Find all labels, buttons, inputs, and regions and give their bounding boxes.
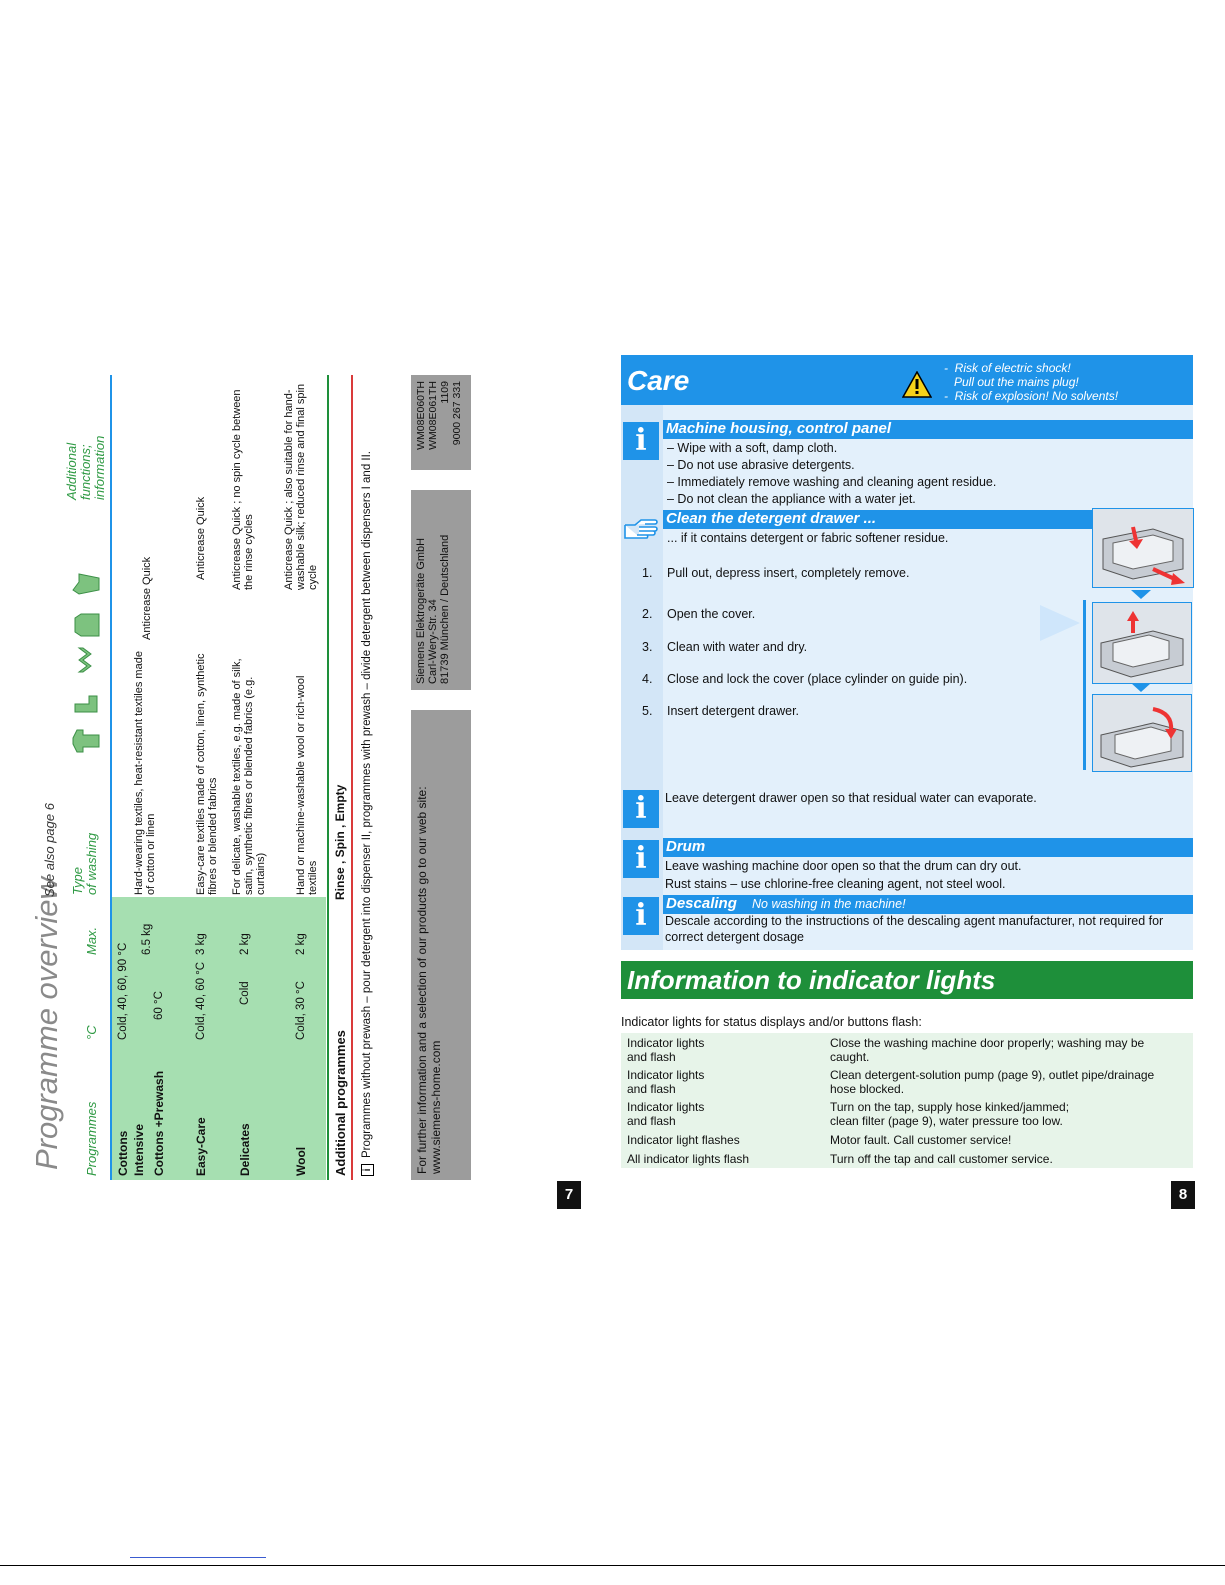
indicator-action-line2: clean filter (page 9), water pressure too low. — [830, 1114, 1063, 1128]
page-number-7: 7 — [557, 1181, 581, 1209]
model-line3: 1109 — [439, 381, 451, 404]
programme-temp: 60 °C — [153, 991, 165, 1020]
indicator-condition — [627, 1068, 704, 1096]
drum-line2: Rust stains – use chlorine-free cleaning agent, not steel wool. — [665, 877, 1006, 891]
programme-max: 2 kg — [239, 933, 251, 955]
drum-section-bar — [663, 838, 1193, 857]
see-also-note: See also page 6 — [42, 803, 57, 897]
indicator-condition-line1: Indicator lights — [627, 1068, 705, 1082]
info-icon: i — [623, 897, 659, 935]
step-number: 3. — [642, 640, 653, 654]
page-number-8: 8 — [1171, 1181, 1195, 1209]
header-type — [71, 833, 99, 895]
header-add-line1: Additional — [64, 442, 79, 500]
step-text: Insert detergent drawer. — [667, 704, 800, 718]
dispenser-note-text: Programmes without prewash – pour detergent into dispenser II, programmes with prewash – divide detergent between dispensers I and II. — [361, 451, 373, 1158]
programme-type: Hard-wearing textiles, heat-resistant textiles made of cotton or linen — [133, 651, 157, 895]
indicator-action-line2: caught. — [830, 1050, 870, 1064]
info-icon: i — [623, 840, 659, 878]
programme-type: Hand or machine-washable wool or rich-wool textiles — [295, 675, 319, 895]
website-info-line1: For further information and a selection of our products go to our web site: — [415, 786, 429, 1174]
header-programmes: Programmes — [84, 1101, 99, 1176]
indicator-action — [830, 1068, 1190, 1096]
drum-title: Drum — [666, 838, 706, 855]
model-line1: WM08E060TH — [415, 381, 427, 450]
programme-additional: Anticrease Quick — [195, 496, 207, 580]
programme-name: Intensive — [132, 1123, 146, 1176]
indicator-action-line1: Turn on the tap, supply hose kinked/jammed; — [830, 1100, 1070, 1114]
website-url: www.siemens-home.com — [429, 1040, 443, 1174]
indicator-action-line1: Clean detergent-solution pump (page 9), outlet pipe/drainage — [830, 1068, 1155, 1082]
descaling-line2: correct detergent dosage — [665, 930, 804, 944]
programme-name: Delicates — [238, 1123, 252, 1176]
indicator-condition-line1: Indicator lights — [627, 1036, 705, 1050]
indicator-action: Turn off the tap and call customer service. — [830, 1152, 1053, 1166]
website-info-bar — [411, 710, 471, 1180]
programme-max: 6.5 kg — [141, 923, 153, 955]
programme-type: Easy-care textiles made of cotton, linen, synthetic fibres or blended fabrics — [195, 653, 219, 895]
drawer-remove-illustration — [1092, 508, 1194, 588]
programme-additional: Anticrease Quick ; no spin cycle between the rinse cycles — [231, 389, 255, 590]
programme-max: 2 kg — [295, 933, 307, 955]
housing-item: – Immediately remove washing and cleaning agent residue. — [667, 475, 997, 489]
indicator-action — [830, 1036, 1190, 1064]
step-number: 1. — [642, 566, 653, 580]
indicator-condition-line2: and flash — [627, 1082, 676, 1096]
step-text: Open the cover. — [667, 607, 756, 621]
descaling-title: Descaling — [666, 895, 737, 912]
header-type-line1: Type — [70, 867, 85, 895]
divider-green — [327, 375, 329, 1180]
drawer-title: Clean the detergent drawer ... — [666, 510, 877, 527]
care-title: Care — [627, 365, 690, 396]
indicator-condition: Indicator light flashes — [627, 1133, 740, 1147]
divider-red — [351, 375, 353, 1180]
programme-additional: Anticrease Quick — [141, 556, 153, 640]
step-text: Close and lock the cover (place cylinder on guide pin). — [667, 672, 968, 686]
info-icon: i — [623, 422, 659, 460]
pointing-hand-icon — [623, 517, 661, 544]
model-number-bar — [411, 375, 471, 470]
indicator-condition-line1: Indicator lights — [627, 1100, 705, 1114]
company-address-bar — [411, 490, 471, 690]
housing-item: – Do not clean the appliance with a water jet. — [667, 492, 916, 506]
descaling-section-bar — [663, 895, 1193, 914]
info-icon: i — [623, 790, 659, 828]
rinse-spin-empty: Rinse , Spin , Empty — [333, 784, 347, 900]
indicator-action — [830, 1100, 1190, 1128]
additional-programmes-label: Additional programmes — [333, 1030, 348, 1176]
header-max: Max. — [84, 926, 99, 955]
programme-name: Cottons — [116, 1130, 130, 1176]
indicator-condition — [627, 1100, 704, 1128]
textile-icons — [65, 560, 105, 760]
housing-item: – Do not use abrasive detergents. — [667, 458, 855, 472]
header-temperature: °C — [84, 1025, 99, 1040]
drawer-cover-illustration — [1092, 602, 1192, 684]
page-bottom-rule — [0, 1565, 1225, 1566]
company-line3: 81739 München / Deutschland — [439, 534, 451, 684]
programme-overview-title: Programme overview — [29, 877, 64, 1170]
illustration-arrow — [1131, 590, 1151, 599]
indicator-title: Information to indicator lights — [627, 965, 996, 995]
step-number: 4. — [642, 672, 653, 686]
warning-text: - Risk of electric shock! Pull out the mains plug! - Risk of explosion! No solvents! — [944, 361, 1119, 403]
programme-temp: Cold, 30 °C — [295, 981, 307, 1040]
drawer-insert-illustration — [1092, 694, 1192, 772]
header-type-line2: of washing — [84, 832, 99, 895]
programme-max: 3 kg — [195, 933, 207, 955]
dispenser-note — [361, 376, 374, 1176]
step-text: Pull out, depress insert, completely remove. — [667, 566, 910, 580]
descaling-line1: Descale according to the instructions of the descaling agent manufacturer, not required for — [665, 914, 1164, 928]
step-number: 5. — [642, 704, 653, 718]
indicator-action-line1: Close the washing machine door properly; washing may be — [830, 1036, 1145, 1050]
indicator-intro: Indicator lights for status displays and/or buttons flash: — [621, 1015, 922, 1029]
step-text: Clean with water and dry. — [667, 640, 808, 654]
drawer-note: Leave detergent drawer open so that residual water can evaporate. — [665, 791, 1037, 805]
programme-name: Easy-Care — [194, 1117, 208, 1176]
housing-title: Machine housing, control panel — [666, 420, 892, 437]
indicator-condition-line2: and flash — [627, 1050, 676, 1064]
illustration-bracket — [1083, 600, 1086, 770]
programme-temp: Cold, 40, 60, 90 °C — [117, 942, 129, 1040]
drum-line1: Leave washing machine door open so that the drum can dry out. — [665, 859, 1022, 873]
indicator-condition: All indicator lights flash — [627, 1152, 750, 1166]
indicator-action-line2: hose blocked. — [830, 1082, 905, 1096]
programme-overview-page — [25, 375, 585, 1180]
housing-item: – Wipe with a soft, damp cloth. — [667, 441, 838, 455]
company-line2: Carl-Wery-Str. 34 — [427, 599, 439, 684]
step-pointer-arrow — [1040, 605, 1080, 646]
programme-name: Cottons +Prewash — [152, 1070, 166, 1176]
header-add-line2: functions; — [78, 444, 93, 500]
warning-icon — [902, 371, 932, 403]
illustration-arrow — [1131, 683, 1151, 692]
descaling-subtitle: No washing in the machine! — [752, 897, 906, 911]
programme-type: For delicate, washable textiles, e.g. made of silk, satin, synthetic fibres or blended fabrics (e.g. curtains) — [231, 658, 267, 895]
drawer-intro: ... if it contains detergent or fabric softener residue. — [667, 531, 949, 545]
step-number: 2. — [642, 607, 653, 621]
indicator-action: Motor fault. Call customer service! — [830, 1133, 1012, 1147]
info-icon: i — [361, 1164, 374, 1176]
programme-temp: Cold, 40, 60 °C — [195, 961, 207, 1040]
indicator-condition — [627, 1036, 704, 1064]
link-underline — [130, 1557, 266, 1558]
model-line2: WM08E061TH — [427, 381, 439, 450]
company-line1: Siemens Elektrogeräte GmbH — [415, 537, 427, 684]
header-additional — [65, 436, 107, 500]
header-add-line3: information — [92, 435, 107, 500]
programme-additional: Anticrease Quick ; also suitable for hand-washable silk; reduced rinse and final spin cycle — [283, 383, 319, 590]
model-line4: 9000 267 331 — [451, 381, 463, 446]
indicator-condition-line2: and flash — [627, 1114, 676, 1128]
programme-name: Wool — [294, 1146, 308, 1176]
programme-temp: Cold — [239, 981, 251, 1005]
